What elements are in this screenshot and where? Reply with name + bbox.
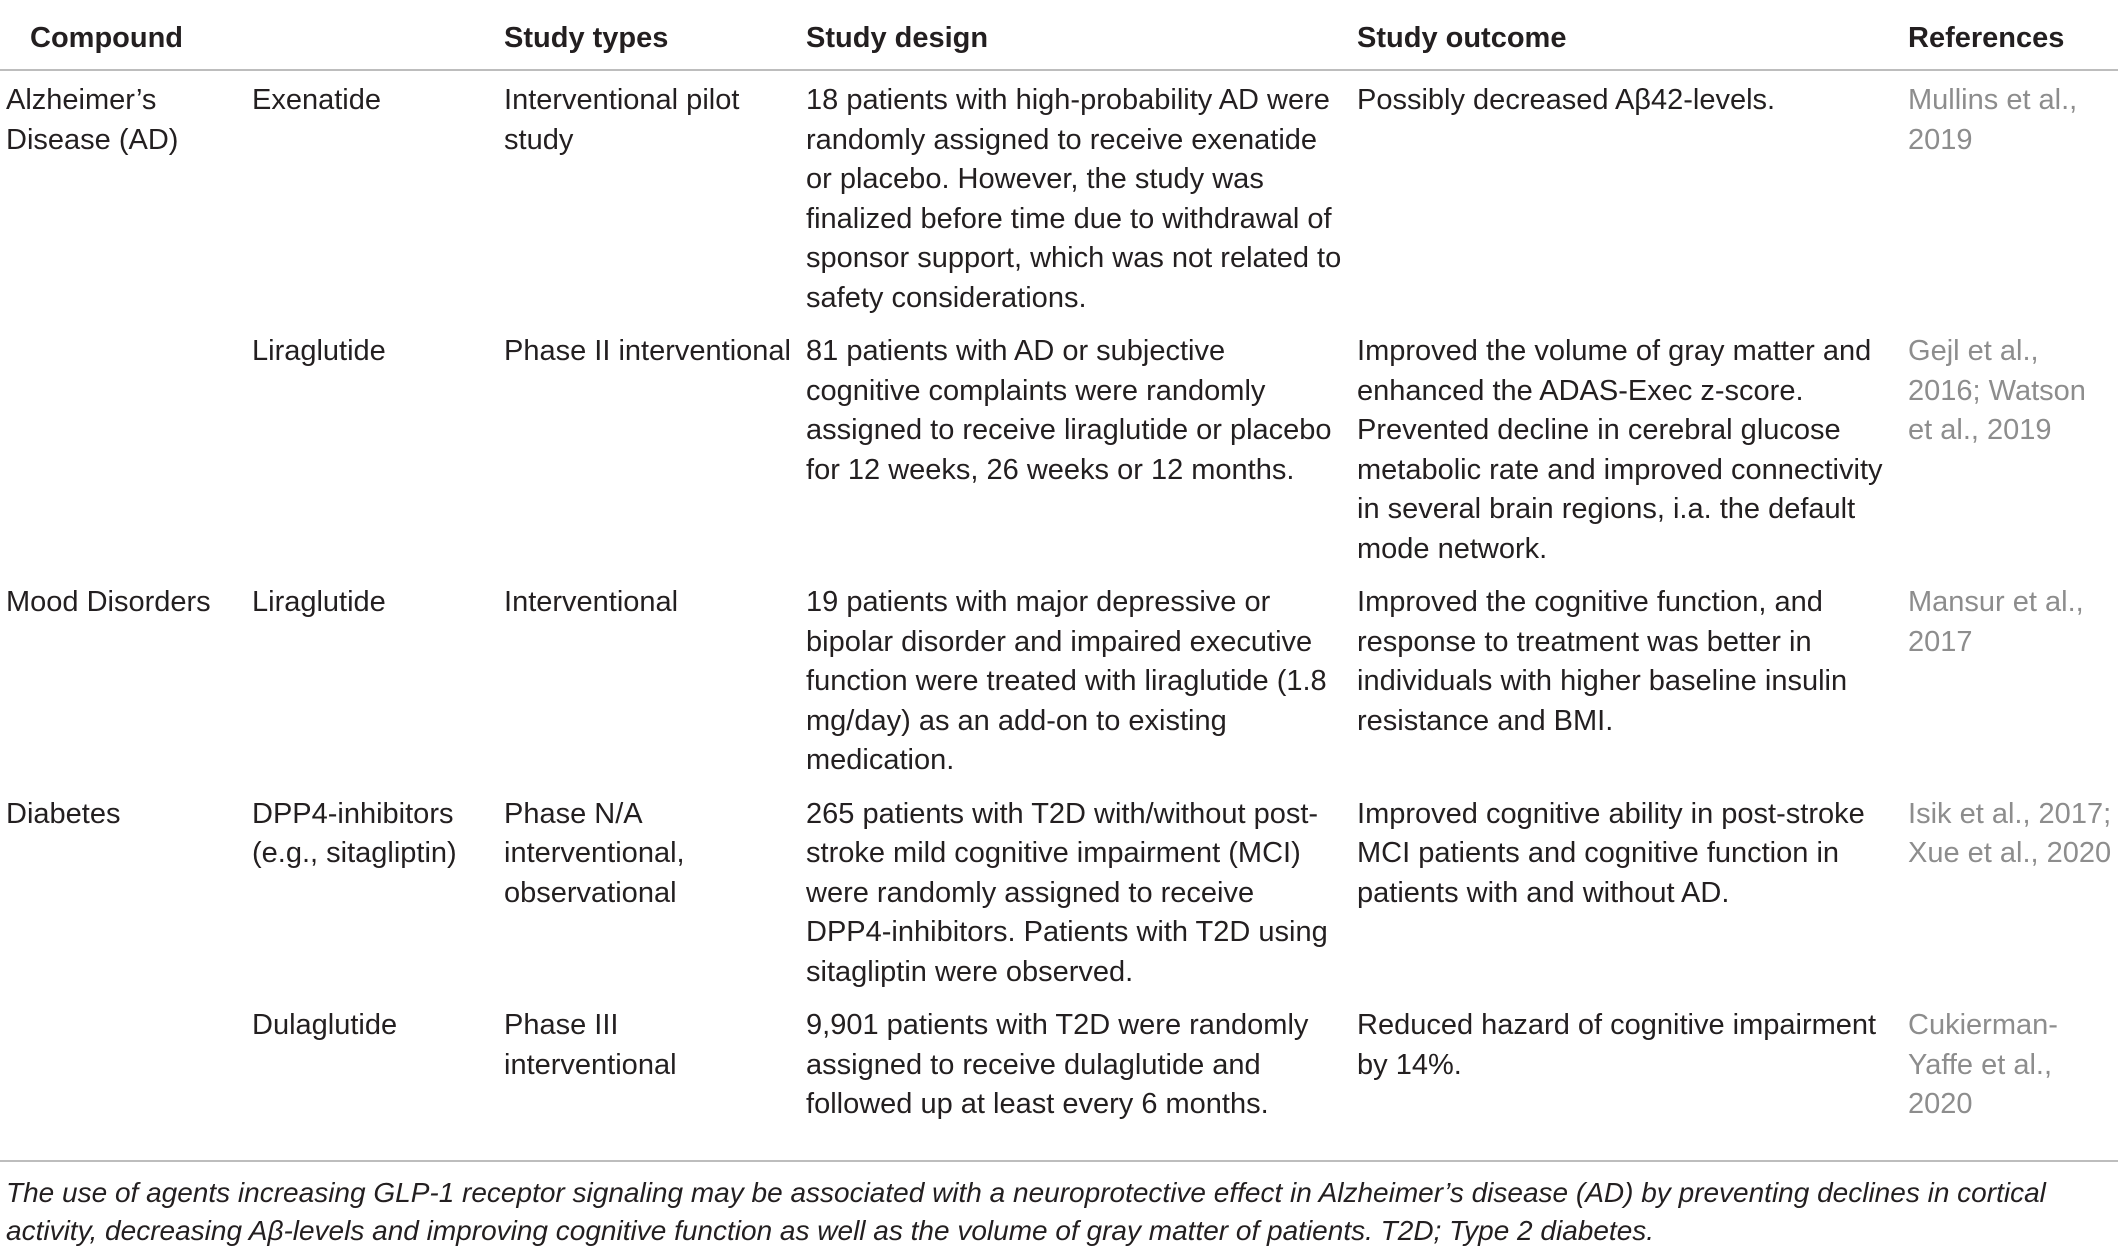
row-study-type: Phase N/A interventional, observational xyxy=(504,797,685,909)
table-header-row xyxy=(0,0,2118,70)
row-study-outcome: Improved the volume of gray matter and enhanced the ADAS-Exec z-score. Prevented decline in cerebral glucose metabolic rate and improved connectivity in several brain regions, i.a. the default mode network. xyxy=(1357,335,1883,565)
row-category: Diabetes xyxy=(6,797,121,830)
row-study-design: 81 patients with AD or subjective cognitive complaints were randomly assigned to receive liraglutide or placebo for 12 weeks, 26 weeks or 12 months. xyxy=(806,335,1332,486)
row-study-outcome: Possibly decreased Aβ42-levels. xyxy=(1357,84,1776,116)
footnote-divider xyxy=(0,1160,2118,1162)
header-compound: Compound xyxy=(0,0,504,70)
row-compound: Liraglutide xyxy=(252,335,386,367)
row-study-outcome: Improved the cognitive function, and response to treatment was better in individuals with higher baseline insulin resistance and BMI. xyxy=(1357,586,1848,737)
row-category: Mood Disorders xyxy=(6,586,211,618)
table-row xyxy=(0,577,2118,789)
row-references[interactable]: Gejl et al., 2016; Watson et al., 2019 xyxy=(1908,335,2086,446)
row-study-type: Interventional xyxy=(504,586,679,618)
row-compound: DPP4-inhibitors (e.g., sitagliptin) xyxy=(252,797,457,869)
table-footnote: The use of agents increasing GLP-1 receptor signaling may be associated with a neuroprotective effect in Alzheimer’s disease (AD) by preventing declines in cortical activity, decreasing Aβ-levels and improving cognitive function as well as the volume of gray matter of patients. T2D; Type 2 diabetes. xyxy=(6,1177,2046,1246)
row-references[interactable]: Isik et al., 2017; Xue et al., 2020 xyxy=(1908,797,2112,869)
table-row xyxy=(0,70,2118,326)
row-study-type: Phase III interventional xyxy=(504,1009,677,1081)
row-references[interactable]: Cukierman-Yaffe et al., 2020 xyxy=(1908,1009,2058,1120)
table-row xyxy=(0,326,2118,577)
table-row xyxy=(0,789,2118,1001)
row-compound: Liraglutide xyxy=(252,586,386,618)
header-study-outcome: Study outcome xyxy=(1357,0,1908,70)
row-compound: Dulaglutide xyxy=(252,1009,398,1041)
row-study-design: 19 patients with major depressive or bipolar disorder and impaired executive function were treated with liraglutide (1.8 mg/day) as an add-on to existing medication. xyxy=(806,586,1327,776)
row-category xyxy=(0,1000,252,1137)
row-category xyxy=(0,326,252,577)
row-study-outcome: Reduced hazard of cognitive impairment by 14%. xyxy=(1357,1009,1877,1081)
row-study-outcome: Improved cognitive ability in post-stroke MCI patients and cognitive function in patients with and without AD. xyxy=(1357,797,1865,909)
table-row xyxy=(0,1000,2118,1137)
header-study-design: Study design xyxy=(806,0,1357,70)
row-study-type: Interventional pilot study xyxy=(504,84,740,156)
row-category: Alzheimer’s Disease (AD) xyxy=(6,84,179,156)
row-references[interactable]: Mullins et al., 2019 xyxy=(1908,84,2078,156)
header-references: References xyxy=(1908,0,2118,70)
row-study-type: Phase II interventional xyxy=(504,335,791,367)
row-references[interactable]: Mansur et al., 2017 xyxy=(1908,586,2084,658)
row-study-design: 9,901 patients with T2D were randomly assigned to receive dulaglutide and followed up at least every 6 months. xyxy=(806,1009,1309,1120)
row-study-design: 265 patients with T2D with/without post-stroke mild cognitive impairment (MCI) were randomly assigned to receive DPP4-inhibitors. Patients with T2D using sitagliptin were observed. xyxy=(806,797,1328,988)
header-study-types: Study types xyxy=(504,0,806,70)
row-study-design: 18 patients with high-probability AD were randomly assigned to receive exenatide or placebo. However, the study was finalized before time due to withdrawal of sponsor support, which was not related to safety considerations. xyxy=(806,84,1342,314)
row-compound: Exenatide xyxy=(252,84,381,116)
